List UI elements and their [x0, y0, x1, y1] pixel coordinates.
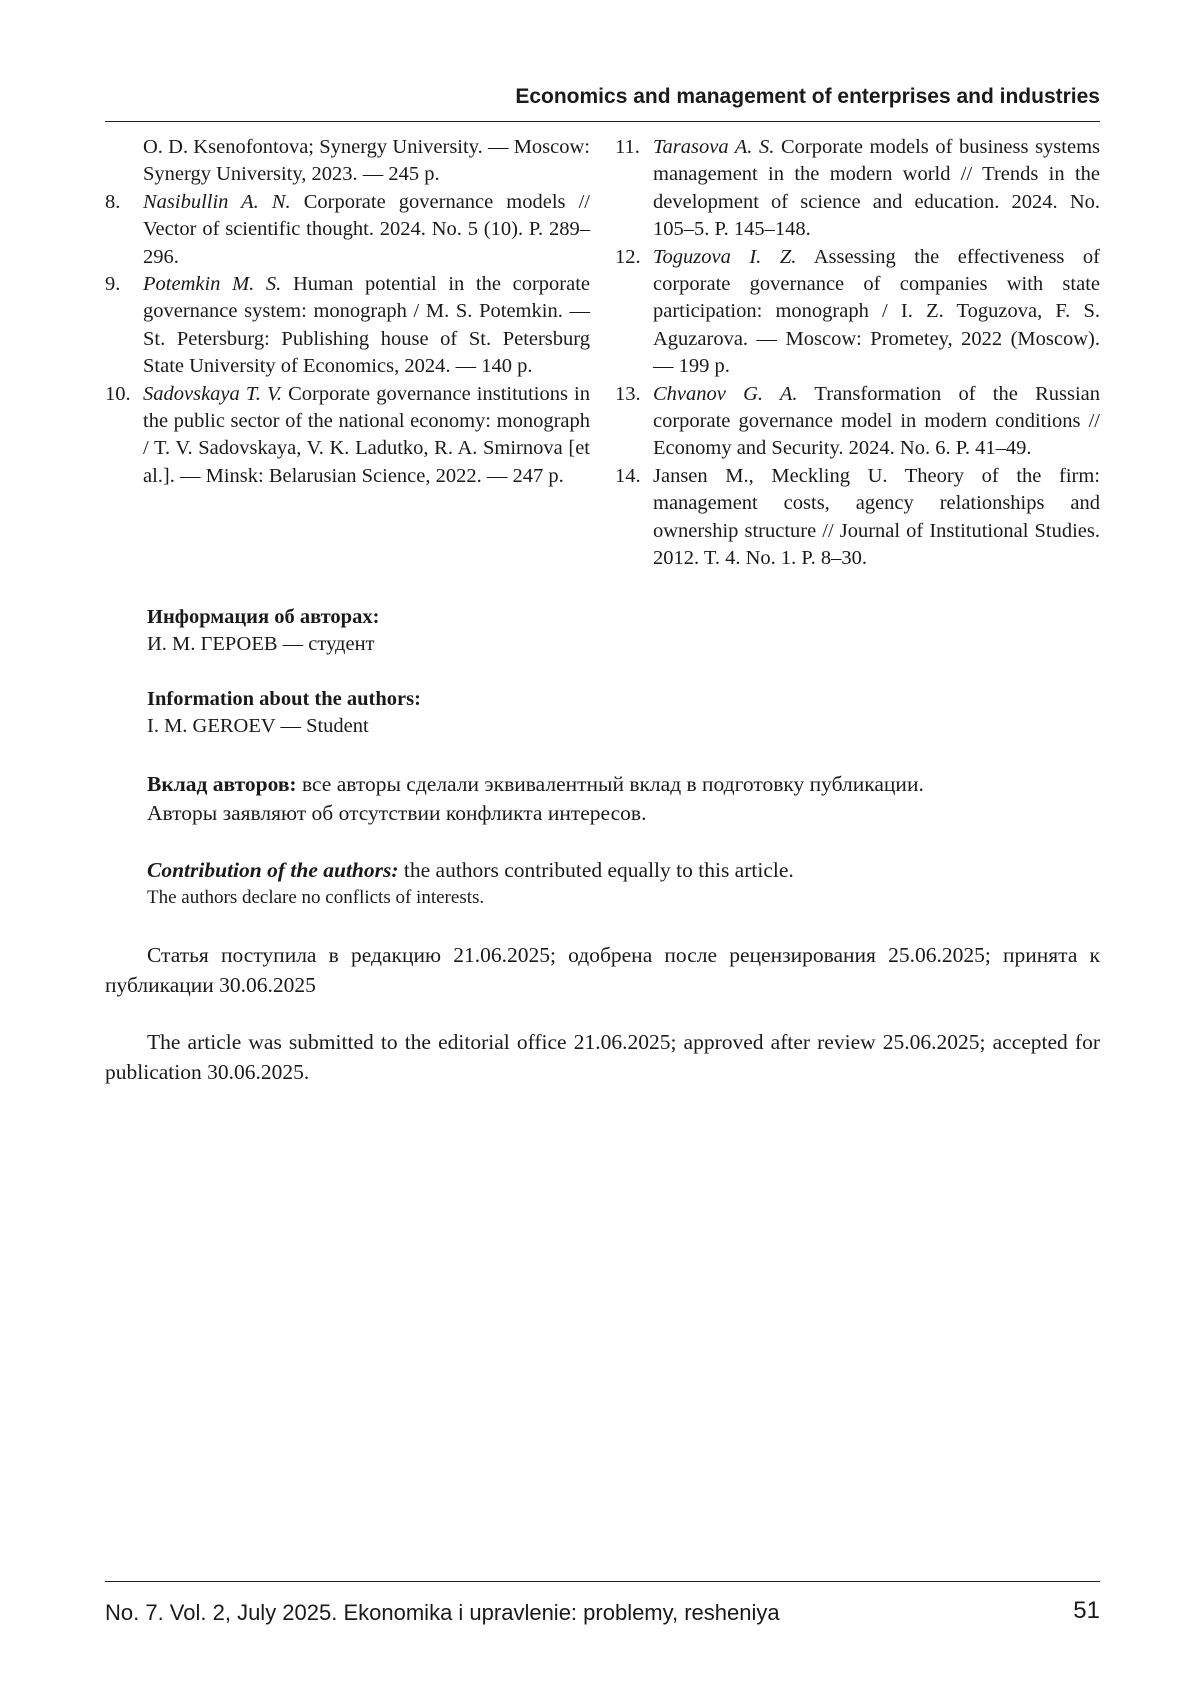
page-number: 51 [1073, 1596, 1100, 1626]
reference-text: Jansen M., Meckling U. Theory of the firm: management costs, agency relationships and ownership structure // Journal of Institutional Studies. 2012. T. 4. No. 1. P. 8–30. [653, 465, 1100, 569]
contribution-ru-label: Вклад авторов: [147, 772, 297, 796]
reference-item [615, 244, 1100, 381]
reference-author: Sadovskaya T. V. [143, 383, 282, 405]
reference-number: 9. [105, 271, 120, 298]
footer-journal: No. 7. Vol. 2, July 2025. Ekonomika i upravlenie: problemy, resheniya [105, 1598, 780, 1628]
authors-info-en [147, 686, 1100, 741]
reference-item [105, 134, 590, 189]
reference-item [615, 381, 1100, 463]
reference-text: Transformation of the Russian corporate governance model in modern conditions // Economy and Security. 2024. No. 6. P. 41–49. [653, 383, 1100, 460]
reference-author: Potemkin M. S. [143, 273, 281, 295]
authors-info-en-line: I. M. GEROEV — Student [147, 713, 1100, 740]
references-right-column [615, 134, 1100, 573]
running-header: Economics and management of enterprises and industries [105, 82, 1100, 112]
authors-info-ru-heading: Информация об авторах: [147, 604, 1100, 631]
footer-rule [105, 1581, 1100, 1582]
reference-item [615, 463, 1100, 573]
authors-info-ru-line: И. М. ГЕРОЕВ — студент [147, 631, 1100, 658]
reference-author: Tarasova A. S. [653, 136, 774, 158]
reference-item [105, 271, 590, 381]
contribution-ru-line2: Авторы заявляют об отсутствии конфликта интересов. [147, 799, 1100, 828]
references-left-column [105, 134, 590, 490]
authors-info-en-heading: Information about the authors: [147, 686, 1100, 713]
reference-item [105, 381, 590, 491]
reference-number: 11. [615, 134, 640, 161]
contribution-ru [147, 770, 1100, 828]
reference-author: Toguzova I. Z. [653, 246, 796, 268]
contribution-en [147, 856, 1100, 910]
authors-info-ru [147, 604, 1100, 659]
dates-ru: Статья поступила в редакцию 21.06.2025; одобрена после рецензирования 25.06.2025; принята к публикации 30.06.2025 [105, 941, 1100, 1000]
contribution-en-text: the authors contributed equally to this article. [399, 858, 794, 882]
reference-number: 14. [615, 463, 641, 490]
reference-author: Chvanov G. A. [653, 383, 798, 405]
reference-text: O. D. Ksenofontova; Synergy University. — Moscow: Synergy University, 2023. — 245 p. [143, 136, 590, 185]
contribution-en-label: Contribution of the authors: [147, 858, 399, 882]
reference-number: 10. [105, 381, 131, 408]
reference-text: Corporate governance models // Vector of scientific thought. 2024. No. 5 (10). P. 289–296. [143, 191, 590, 268]
reference-item [105, 189, 590, 271]
reference-item [615, 134, 1100, 244]
reference-text: Assessing the effectiveness of corporate governance of companies with state participation: monograph / I. Z. Toguzova, F. S. Aguzarova. — Moscow: Prometey, 2022 (Moscow). — 199 p. [653, 246, 1100, 378]
dates-en: The article was submitted to the editorial office 21.06.2025; approved after review 25.06.2025; accepted for publication 30.06.2025. [105, 1028, 1100, 1087]
header-rule [105, 121, 1100, 122]
reference-text: Human potential in the corporate governance system: monograph / M. S. Potemkin. — St. Petersburg: Publishing house of St. Petersburg State University of Economics, 2024. — 140 p. [143, 273, 590, 377]
reference-text: Corporate governance institutions in the public sector of the national economy: monograph / T. V. Sadovskaya, V. K. Ladutko, R. A. Smirnova [et al.]. — Minsk: Belarusian Science, 2022. — 247 p. [143, 383, 590, 487]
contribution-en-line2: The authors declare no conflicts of interests. [147, 885, 1100, 910]
reference-number: 13. [615, 381, 641, 408]
contribution-ru-text: все авторы сделали эквивалентный вклад в подготовку публикации. [297, 772, 924, 796]
reference-author: Nasibullin A. N. [143, 191, 291, 213]
reference-text: Corporate models of business systems management in the modern world // Trends in the development of science and education. 2024. No. 105–5. P. 145–148. [653, 136, 1100, 240]
reference-number: 8. [105, 189, 120, 216]
reference-number: 12. [615, 244, 641, 271]
